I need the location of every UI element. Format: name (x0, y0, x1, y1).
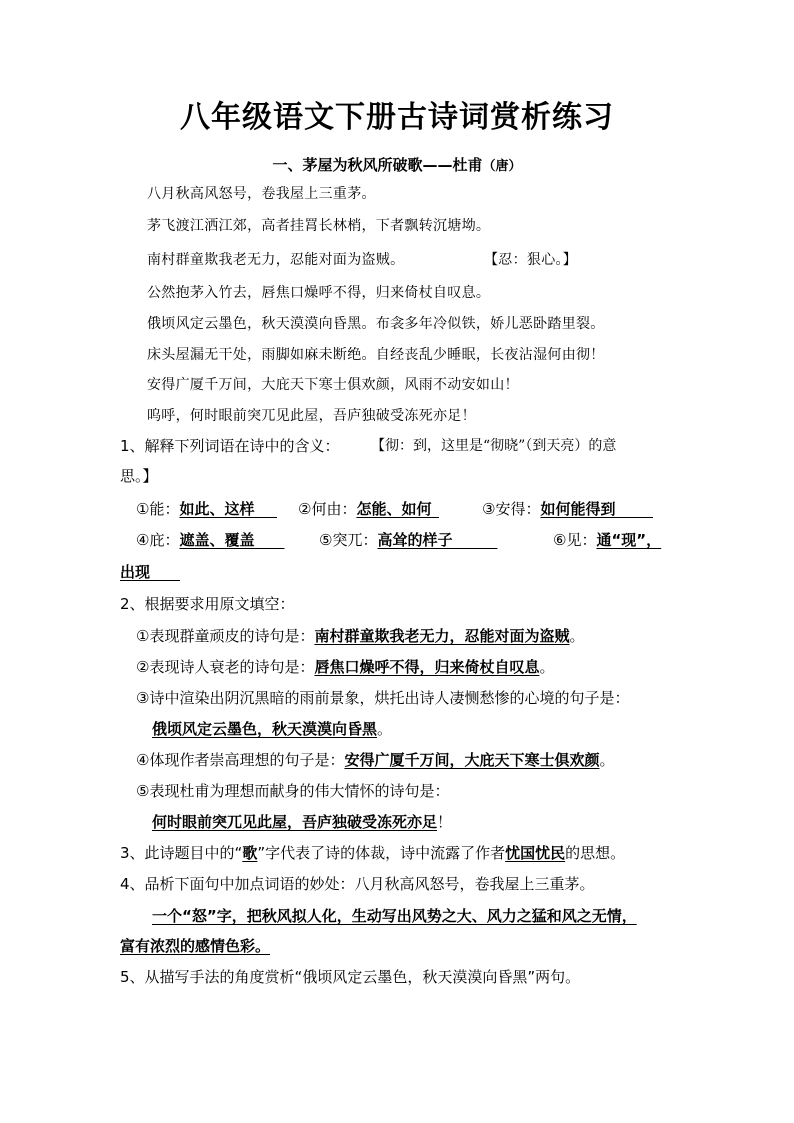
q4-answer-2: 富有浓烈的感情色彩。 (120, 937, 271, 955)
poem-line-2: 茅飞渡江洒江郊，高者挂罥长林梢，下者飘转沉塘坳。 (147, 218, 491, 234)
question-1-note-cont: 思。】 (120, 467, 158, 485)
q1-item-6 (553, 529, 661, 550)
q4-answer-line-1 (152, 905, 637, 926)
question-1-note: 【彻：到，这里是“彻晓”（到天亮）的意 (371, 438, 617, 454)
poem-line-5: 俄顷风定云墨色，秋天漠漠向昏黑。布衾多年冷似铁，娇儿恶卧踏里裂。 (147, 316, 605, 332)
q2-item-4-label: ④体现作者崇高理想的句子是： (136, 751, 345, 769)
q2-item-2-end: 。 (539, 658, 555, 676)
section-heading (0, 154, 794, 175)
q3-mid: ”字代表了诗的体裁，诗中流露了作者 (257, 844, 506, 862)
q3-answer: 忧国忧民 (505, 844, 566, 862)
poem-line-1: 八月秋高风怒号，卷我屋上三重茅。 (147, 186, 376, 202)
question-5-text: 5、从描写手法的角度赏析“俄顷风定云墨色，秋天漠漠向昏黑”两句。 (120, 968, 581, 986)
q3-pre: 3、此诗题目中的“ (120, 844, 243, 862)
q1-item-5-label: ⑤突兀： (319, 531, 378, 549)
q1-item-6-answer: 通“现”， (596, 531, 662, 549)
q1-item-2-answer: 怎能、如何 (356, 500, 432, 518)
q2-item-1-end: 。 (569, 627, 585, 645)
q1-item-6-cont (120, 561, 180, 582)
question-1-text: 1、解释下列词语在诗中的含义： (120, 437, 340, 455)
q2-item-3-answer-line (152, 718, 392, 739)
q1-item-5 (319, 529, 497, 550)
poem-line-3 (147, 249, 578, 269)
q2-item-5-answer: 何时眼前突兀见此屋，吾庐独破受冻死亦足 (152, 813, 438, 831)
q2-item-2-answer: 唇焦口燥呼不得，归来倚杖自叹息 (314, 658, 540, 676)
poem-note: 【忍：狠心。】 (484, 252, 578, 268)
q1-item-4-label: ④庇： (136, 531, 180, 549)
q2-item-4-end: 。 (599, 751, 615, 769)
q2-item-1-answer: 南村群童欺我老无力，忍能对面为盗贼 (314, 627, 570, 645)
q4-answer-line-2 (120, 935, 270, 956)
q2-item-4 (136, 749, 614, 770)
page-title: 八年级语文下册古诗词赏析练习 (180, 100, 614, 135)
q2-item-1-label: ①表现群童顽皮的诗句是： (136, 627, 315, 645)
poem-line-3-text: 南村群童欺我老无力，忍能对面为盗贼。 (147, 252, 405, 268)
q1-item-5-answer: 高耸的样子 (377, 531, 453, 549)
poem-line-4: 公然抱茅入竹去，唇焦口燥呼不得，归来倚杖自叹息。 (147, 285, 491, 301)
q2-item-5-end: ！ (437, 813, 453, 831)
q1-item-1 (136, 498, 277, 519)
poem-heading: 一、茅屋为秋风所破歌——杜甫 (272, 156, 483, 174)
q1-item-3 (482, 498, 653, 519)
q1-item-1-answer: 如此、这样 (179, 500, 255, 518)
q1-item-1-label: ①能： (136, 500, 180, 518)
q1-item-2-label: ②何由： (298, 500, 357, 518)
q1-item-3-label: ③安得： (482, 500, 541, 518)
poem-dynasty: （唐） (482, 159, 522, 174)
q2-item-3-answer: 俄顷风定云墨色，秋天漠漠向昏黑 (152, 720, 378, 738)
q1-item-6-answer-cont: 出现 (120, 563, 151, 581)
poem-line-8: 呜呼，何时眼前突兀见此屋，吾庐独破受冻死亦足！ (147, 408, 476, 424)
q4-answer-1: 一个“怒”字，把秋风拟人化，生动写出风势之大、风力之猛和风之无情， (152, 907, 637, 925)
q2-item-1 (136, 625, 584, 646)
q2-item-5-label: ⑤表现杜甫为理想而献身的伟大情怀的诗句是： (136, 782, 450, 800)
q1-item-4 (136, 529, 284, 550)
poem-line-6: 床头屋漏无干处，雨脚如麻未断绝。自经丧乱少睡眠，长夜沾湿何由彻！ (147, 347, 605, 363)
q2-item-4-answer: 安得广厦千万间，大庇天下寒士俱欢颜 (344, 751, 600, 769)
q1-item-6-label: ⑥见： (553, 531, 597, 549)
question-4-text: 4、品析下面句中加点词语的妙处：八月秋高风怒号，卷我屋上三重茅。 (120, 875, 595, 893)
q1-item-2 (298, 498, 439, 519)
q3-post: 的思想。 (565, 844, 626, 862)
q2-item-2 (136, 656, 554, 677)
question-1 (120, 435, 617, 456)
q2-item-3-end: 。 (377, 720, 393, 738)
question-3 (120, 842, 625, 863)
q3-word: 歌 (242, 844, 258, 862)
poem-line-7: 安得广厦千万间，大庇天下寒士俱欢颜，风雨不动安如山！ (147, 377, 519, 393)
q2-item-3-label: ③诗中渲染出阴沉黑暗的雨前景象，烘托出诗人凄恻愁惨的心境的句子是： (136, 689, 630, 707)
q2-item-5-answer-line (152, 811, 452, 832)
question-2-text: 2、根据要求用原文填空： (120, 595, 295, 613)
q1-item-3-answer: 如何能得到 (540, 500, 616, 518)
q2-item-2-label: ②表现诗人衰老的诗句是： (136, 658, 315, 676)
q1-item-4-answer: 遮盖、覆盖 (179, 531, 255, 549)
